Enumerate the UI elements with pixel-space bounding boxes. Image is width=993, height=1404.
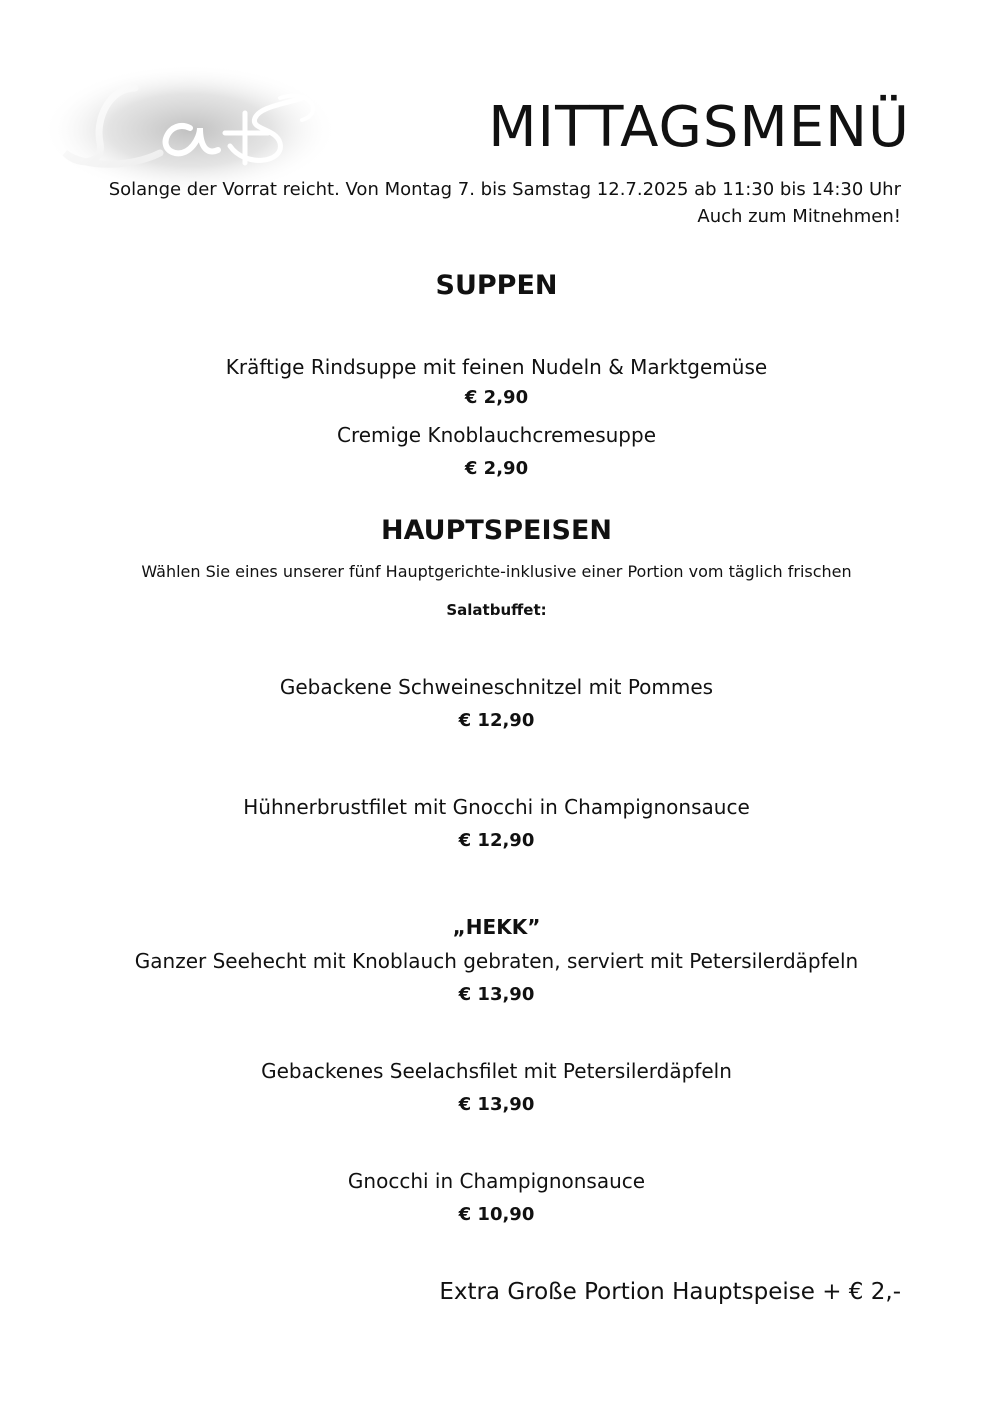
validity-info: Solange der Vorrat reicht. Von Montag 7. bis Samstag 12.7.2025 ab 11:30 bis 14:30 Uhr (108, 179, 901, 200)
mains-intro-bold: Salatbuffet: (446, 601, 547, 619)
main-item-3-price: € 13,90 (458, 984, 535, 1005)
main-item-5-name: Gnocchi in Champignonsauce (347, 1169, 646, 1193)
main-item-4-price: € 13,90 (458, 1094, 535, 1115)
restaurant-logo (40, 58, 340, 198)
soup-item-2-name: Cremige Knoblauchcremesuppe (337, 423, 656, 447)
main-item-5-price: € 10,90 (458, 1204, 535, 1225)
main-item-3-name: Ganzer Seehecht mit Knoblauch gebraten, serviert mit Petersilerdäpfeln (134, 949, 859, 973)
soup-item-1-price: € 2,90 (464, 387, 529, 408)
logo-text: La (40, 58, 42, 59)
soup-item-1-name: Kräftige Rindsuppe mit feinen Nudeln & Marktgemüse (225, 355, 768, 379)
main-item-2-name: Hühnerbrustfilet mit Gnocchi in Champignonsauce (243, 795, 750, 819)
main-item-1-name: Gebackene Schweineschnitzel mit Pommes (279, 675, 714, 699)
mains-intro: Wählen Sie eines unserer fünf Hauptgerichte-inklusive einer Portion vom täglich frischen (141, 562, 852, 581)
logo-graphic (40, 58, 340, 198)
soup-item-2-price: € 2,90 (464, 458, 529, 479)
takeaway-info: Auch zum Mitnehmen! (697, 206, 901, 227)
extra-portion-note: Extra Große Portion Hauptspeise + € 2,- (439, 1279, 901, 1305)
soups-heading: SUPPEN (435, 270, 558, 301)
page-title: MITTAGSMENÜ (488, 95, 910, 160)
main-item-1-price: € 12,90 (458, 710, 535, 731)
main-item-2-price: € 12,90 (458, 830, 535, 851)
main-item-3-special: „HEKK” (452, 915, 541, 939)
main-item-4-name: Gebackenes Seelachsfilet mit Petersilerdäpfeln (261, 1059, 732, 1083)
mains-heading: HAUPTSPEISEN (380, 515, 612, 546)
